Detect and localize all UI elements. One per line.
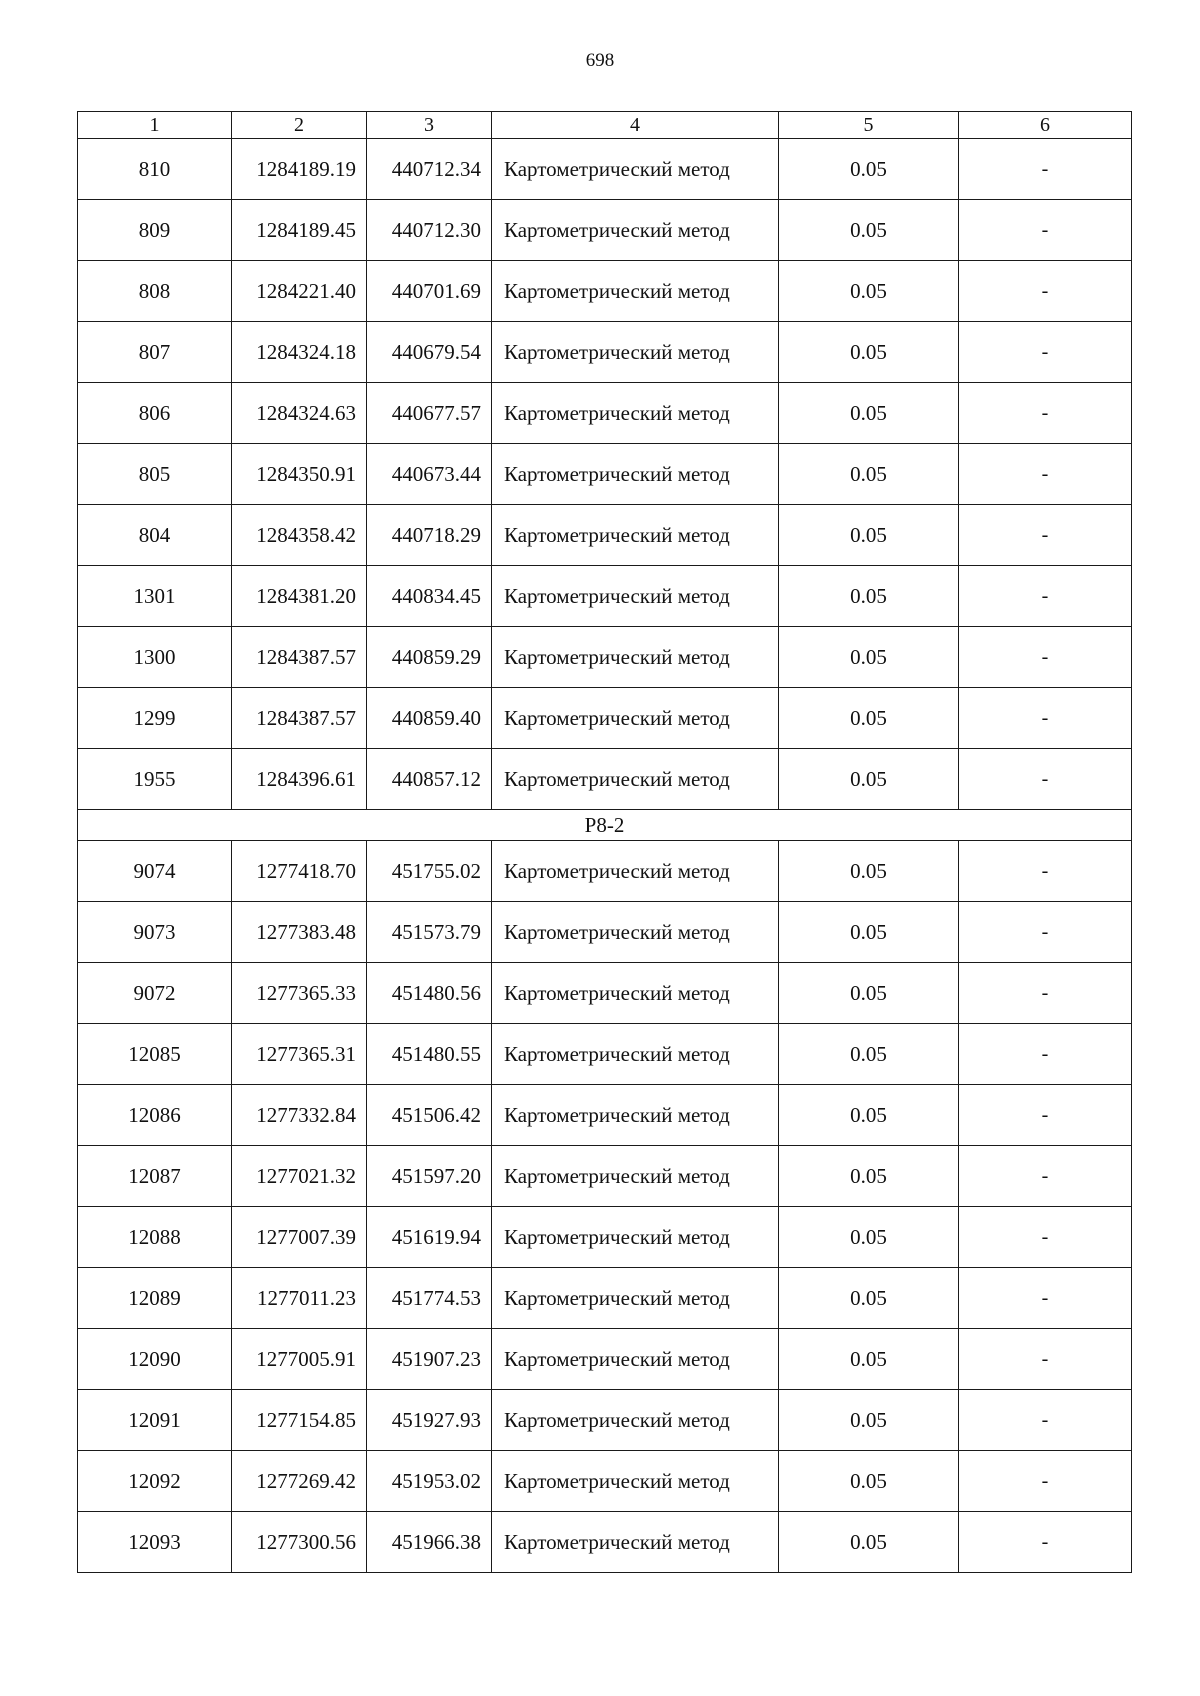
table-row	[78, 963, 1132, 1024]
y-coordinate-cell: 451927.93	[367, 1390, 492, 1451]
method-cell: Картометрический метод	[492, 566, 779, 627]
table-row	[78, 1268, 1132, 1329]
point-number-cell: 12086	[78, 1085, 232, 1146]
point-number-cell: 12092	[78, 1451, 232, 1512]
accuracy-cell: 0.05	[779, 963, 959, 1024]
method-cell: Картометрический метод	[492, 139, 779, 200]
column-header-1: 1	[78, 112, 232, 139]
note-cell: -	[959, 1451, 1132, 1512]
method-cell: Картометрический метод	[492, 1207, 779, 1268]
accuracy-cell: 0.05	[779, 322, 959, 383]
point-number-cell: 806	[78, 383, 232, 444]
point-number-cell: 810	[78, 139, 232, 200]
point-number-cell: 12088	[78, 1207, 232, 1268]
note-cell: -	[959, 566, 1132, 627]
accuracy-cell: 0.05	[779, 1512, 959, 1573]
note-cell: -	[959, 444, 1132, 505]
x-coordinate-cell: 1277007.39	[232, 1207, 367, 1268]
point-number-cell: 12087	[78, 1146, 232, 1207]
point-number-cell: 1955	[78, 749, 232, 810]
y-coordinate-cell: 451597.20	[367, 1146, 492, 1207]
method-cell: Картометрический метод	[492, 1085, 779, 1146]
x-coordinate-cell: 1277021.32	[232, 1146, 367, 1207]
note-cell: -	[959, 505, 1132, 566]
point-number-cell: 804	[78, 505, 232, 566]
column-header-6: 6	[959, 112, 1132, 139]
note-cell: -	[959, 1390, 1132, 1451]
accuracy-cell: 0.05	[779, 902, 959, 963]
note-cell: -	[959, 1268, 1132, 1329]
x-coordinate-cell: 1277365.33	[232, 963, 367, 1024]
point-number-cell: 12093	[78, 1512, 232, 1573]
note-cell: -	[959, 902, 1132, 963]
x-coordinate-cell: 1284381.20	[232, 566, 367, 627]
x-coordinate-cell: 1277269.42	[232, 1451, 367, 1512]
note-cell: -	[959, 1085, 1132, 1146]
table-row	[78, 505, 1132, 566]
point-number-cell: 1301	[78, 566, 232, 627]
table-row	[78, 688, 1132, 749]
accuracy-cell: 0.05	[779, 627, 959, 688]
accuracy-cell: 0.05	[779, 749, 959, 810]
accuracy-cell: 0.05	[779, 505, 959, 566]
table-row	[78, 1390, 1132, 1451]
y-coordinate-cell: 440673.44	[367, 444, 492, 505]
note-cell: -	[959, 963, 1132, 1024]
x-coordinate-cell: 1277332.84	[232, 1085, 367, 1146]
point-number-cell: 809	[78, 200, 232, 261]
y-coordinate-cell: 451619.94	[367, 1207, 492, 1268]
y-coordinate-cell: 440677.57	[367, 383, 492, 444]
y-coordinate-cell: 451953.02	[367, 1451, 492, 1512]
point-number-cell: 9072	[78, 963, 232, 1024]
x-coordinate-cell: 1284324.63	[232, 383, 367, 444]
accuracy-cell: 0.05	[779, 444, 959, 505]
y-coordinate-cell: 451907.23	[367, 1329, 492, 1390]
table-row	[78, 200, 1132, 261]
y-coordinate-cell: 440859.40	[367, 688, 492, 749]
coordinates-table	[77, 111, 1132, 1573]
table-row	[78, 383, 1132, 444]
method-cell: Картометрический метод	[492, 444, 779, 505]
method-cell: Картометрический метод	[492, 383, 779, 444]
method-cell: Картометрический метод	[492, 963, 779, 1024]
y-coordinate-cell: 440712.30	[367, 200, 492, 261]
x-coordinate-cell: 1277300.56	[232, 1512, 367, 1573]
point-number-cell: 12091	[78, 1390, 232, 1451]
method-cell: Картометрический метод	[492, 505, 779, 566]
method-cell: Картометрический метод	[492, 1451, 779, 1512]
accuracy-cell: 0.05	[779, 1329, 959, 1390]
x-coordinate-cell: 1277418.70	[232, 841, 367, 902]
accuracy-cell: 0.05	[779, 1390, 959, 1451]
y-coordinate-cell: 440859.29	[367, 627, 492, 688]
point-number-cell: 808	[78, 261, 232, 322]
method-cell: Картометрический метод	[492, 1329, 779, 1390]
note-cell: -	[959, 1329, 1132, 1390]
point-number-cell: 12085	[78, 1024, 232, 1085]
table-row	[78, 444, 1132, 505]
x-coordinate-cell: 1284350.91	[232, 444, 367, 505]
accuracy-cell: 0.05	[779, 1207, 959, 1268]
y-coordinate-cell: 451755.02	[367, 841, 492, 902]
accuracy-cell: 0.05	[779, 566, 959, 627]
table-row	[78, 841, 1132, 902]
y-coordinate-cell: 440712.34	[367, 139, 492, 200]
accuracy-cell: 0.05	[779, 1085, 959, 1146]
accuracy-cell: 0.05	[779, 1268, 959, 1329]
table-row	[78, 1329, 1132, 1390]
point-number-cell: 1299	[78, 688, 232, 749]
point-number-cell: 807	[78, 322, 232, 383]
y-coordinate-cell: 440718.29	[367, 505, 492, 566]
note-cell: -	[959, 139, 1132, 200]
y-coordinate-cell: 451480.55	[367, 1024, 492, 1085]
method-cell: Картометрический метод	[492, 200, 779, 261]
method-cell: Картометрический метод	[492, 902, 779, 963]
table-row	[78, 1512, 1132, 1573]
method-cell: Картометрический метод	[492, 1390, 779, 1451]
accuracy-cell: 0.05	[779, 1146, 959, 1207]
table-row	[78, 902, 1132, 963]
method-cell: Картометрический метод	[492, 627, 779, 688]
section-row	[78, 810, 1132, 841]
accuracy-cell: 0.05	[779, 1451, 959, 1512]
note-cell: -	[959, 383, 1132, 444]
table-row	[78, 1085, 1132, 1146]
x-coordinate-cell: 1284358.42	[232, 505, 367, 566]
accuracy-cell: 0.05	[779, 688, 959, 749]
y-coordinate-cell: 440834.45	[367, 566, 492, 627]
y-coordinate-cell: 451506.42	[367, 1085, 492, 1146]
note-cell: -	[959, 688, 1132, 749]
table-row	[78, 749, 1132, 810]
section-label: Р8-2	[78, 810, 1132, 841]
method-cell: Картометрический метод	[492, 261, 779, 322]
x-coordinate-cell: 1284396.61	[232, 749, 367, 810]
note-cell: -	[959, 322, 1132, 383]
method-cell: Картометрический метод	[492, 1512, 779, 1573]
table-header	[78, 112, 1132, 139]
note-cell: -	[959, 841, 1132, 902]
table-row	[78, 1207, 1132, 1268]
accuracy-cell: 0.05	[779, 841, 959, 902]
point-number-cell: 1300	[78, 627, 232, 688]
method-cell: Картометрический метод	[492, 688, 779, 749]
page-number: 698	[585, 50, 615, 71]
note-cell: -	[959, 200, 1132, 261]
note-cell: -	[959, 1024, 1132, 1085]
table-row	[78, 322, 1132, 383]
table-row	[78, 1024, 1132, 1085]
point-number-cell: 9074	[78, 841, 232, 902]
table-row	[78, 1146, 1132, 1207]
y-coordinate-cell: 440701.69	[367, 261, 492, 322]
column-header-2: 2	[232, 112, 367, 139]
table-row	[78, 261, 1132, 322]
y-coordinate-cell: 451774.53	[367, 1268, 492, 1329]
accuracy-cell: 0.05	[779, 383, 959, 444]
x-coordinate-cell: 1277383.48	[232, 902, 367, 963]
note-cell: -	[959, 749, 1132, 810]
x-coordinate-cell: 1277365.31	[232, 1024, 367, 1085]
point-number-cell: 12090	[78, 1329, 232, 1390]
column-header-4: 4	[492, 112, 779, 139]
y-coordinate-cell: 451480.56	[367, 963, 492, 1024]
method-cell: Картометрический метод	[492, 1024, 779, 1085]
note-cell: -	[959, 1512, 1132, 1573]
x-coordinate-cell: 1284387.57	[232, 688, 367, 749]
x-coordinate-cell: 1277154.85	[232, 1390, 367, 1451]
column-header-3: 3	[367, 112, 492, 139]
method-cell: Картометрический метод	[492, 322, 779, 383]
accuracy-cell: 0.05	[779, 200, 959, 261]
note-cell: -	[959, 1207, 1132, 1268]
point-number-cell: 805	[78, 444, 232, 505]
point-number-cell: 9073	[78, 902, 232, 963]
method-cell: Картометрический метод	[492, 1146, 779, 1207]
accuracy-cell: 0.05	[779, 1024, 959, 1085]
accuracy-cell: 0.05	[779, 139, 959, 200]
table-row	[78, 566, 1132, 627]
x-coordinate-cell: 1284189.45	[232, 200, 367, 261]
table-row	[78, 139, 1132, 200]
header-row	[78, 112, 1132, 139]
y-coordinate-cell: 440679.54	[367, 322, 492, 383]
table-row	[78, 1451, 1132, 1512]
x-coordinate-cell: 1284387.57	[232, 627, 367, 688]
table-row	[78, 627, 1132, 688]
column-header-5: 5	[779, 112, 959, 139]
note-cell: -	[959, 627, 1132, 688]
y-coordinate-cell: 451573.79	[367, 902, 492, 963]
y-coordinate-cell: 440857.12	[367, 749, 492, 810]
point-number-cell: 12089	[78, 1268, 232, 1329]
table-body	[78, 139, 1132, 1573]
method-cell: Картометрический метод	[492, 841, 779, 902]
x-coordinate-cell: 1284324.18	[232, 322, 367, 383]
x-coordinate-cell: 1284189.19	[232, 139, 367, 200]
note-cell: -	[959, 261, 1132, 322]
accuracy-cell: 0.05	[779, 261, 959, 322]
x-coordinate-cell: 1277011.23	[232, 1268, 367, 1329]
x-coordinate-cell: 1284221.40	[232, 261, 367, 322]
method-cell: Картометрический метод	[492, 1268, 779, 1329]
y-coordinate-cell: 451966.38	[367, 1512, 492, 1573]
note-cell: -	[959, 1146, 1132, 1207]
method-cell: Картометрический метод	[492, 749, 779, 810]
x-coordinate-cell: 1277005.91	[232, 1329, 367, 1390]
